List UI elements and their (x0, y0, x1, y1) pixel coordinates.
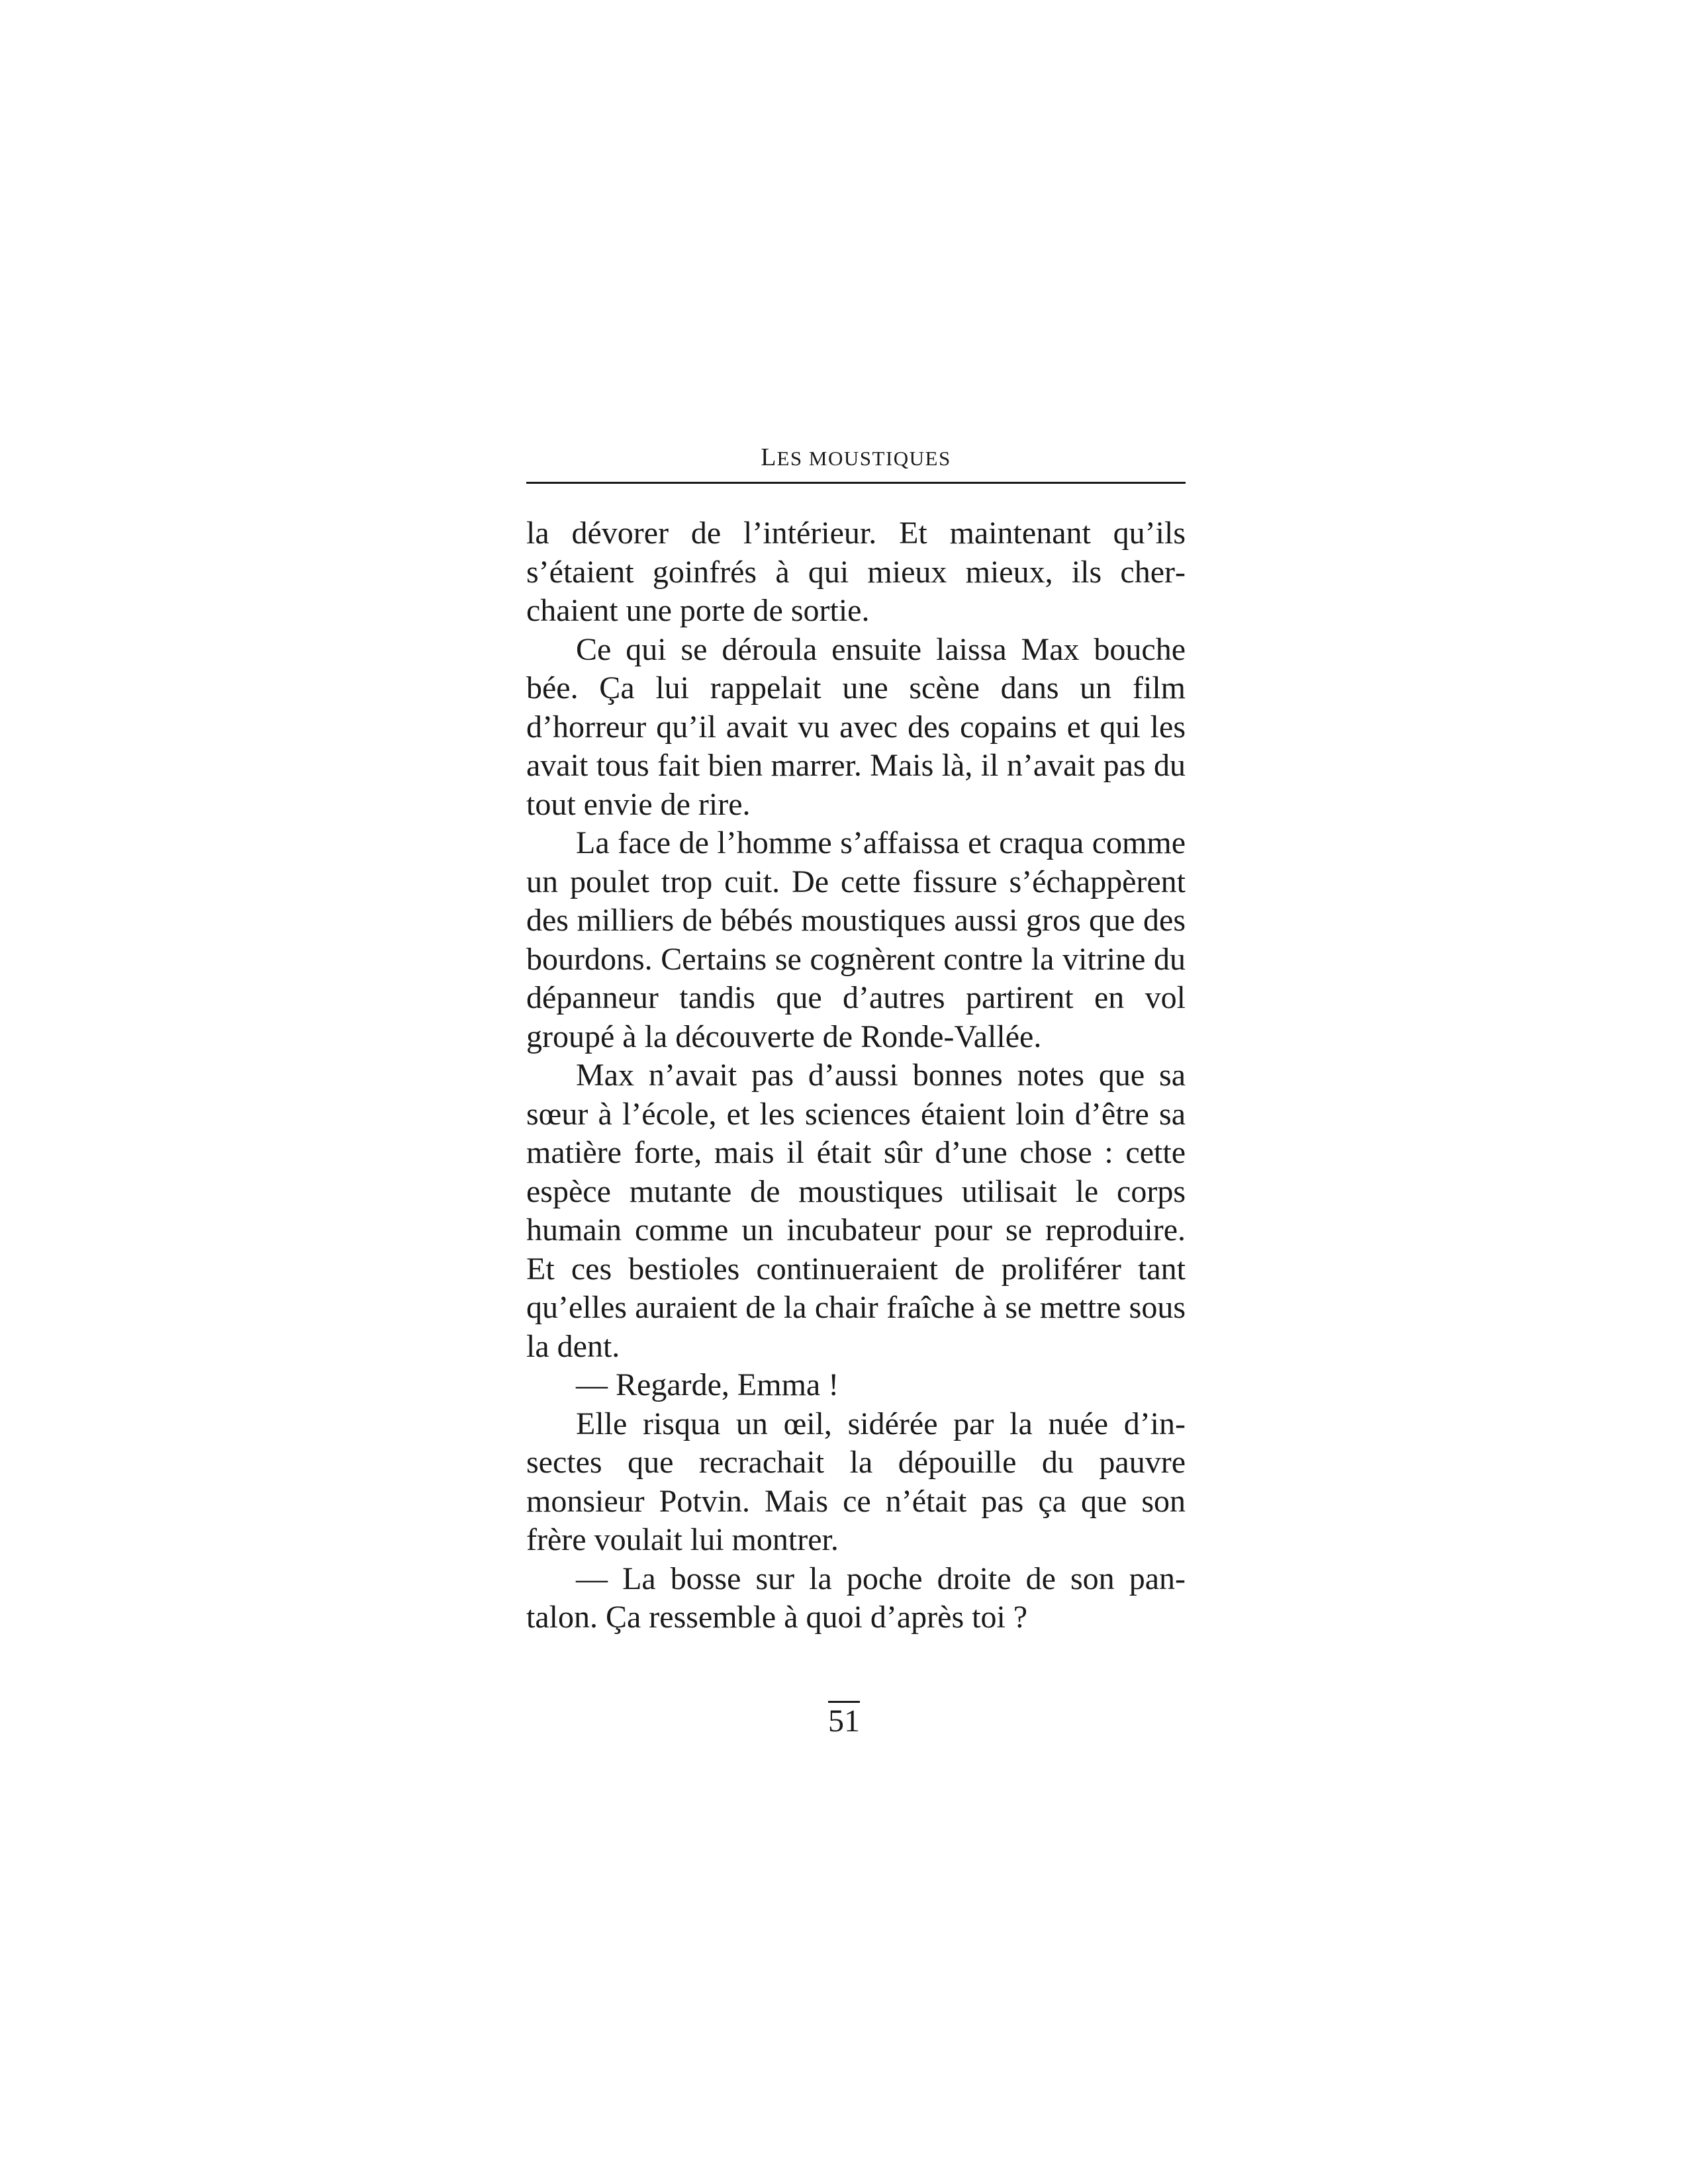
page-number (0, 1701, 1688, 1739)
dialogue-line: — La bosse sur la poche droite de son pantalon. Ça ressemble à quoi d’après toi ? (526, 1561, 1186, 1635)
body-text (526, 514, 1186, 1637)
paragraph: Elle risqua un œil, sidérée par la nuée d’insectes que recrachait la dépouille du pauvre monsieur Potvin. Mais ce n’était pas ça que son frère voulait lui montrer. (526, 1406, 1186, 1557)
running-header (526, 437, 1186, 478)
dialogue-line: — Regarde, Emma ! (576, 1367, 839, 1402)
running-header-title: ES MOUSTIQUES (776, 447, 951, 470)
paragraph: Ce qui se déroula ensuite laissa Max bouche bée. Ça lui rappelait une scène dans un film d’horreur qu’il avait vu avec des copains et qui les avait tous fait bien marrer. Mais là, il n’avait pas du tout envie de rire. (526, 631, 1186, 822)
text-block (526, 437, 1186, 1637)
paragraph: la dévorer de l’intérieur. Et maintenant qu’ils s’étaient goinfrés à qui mieux mieux, ils cherchaient une porte de sortie. (526, 516, 1186, 628)
page-number-text: 51 (828, 1701, 860, 1739)
paragraph: Max n’avait pas d’aussi bonnes notes que sa sœur à l’école, et les sciences étaient loin d’être sa matière forte, mais il était sûr d’une chose : cette espèce mutante de moustiques utilisait le corps humain comme un incubateur pour se reproduire. Et ces bestioles continueraient de proliférer tant qu’elles auraient de la chair fraîche à se mettre sous la dent. (526, 1058, 1186, 1364)
header-rule (526, 482, 1186, 484)
paragraph: La face de l’homme s’affaissa et craqua comme un poulet trop cuit. De cette fissure s’échappèrent des milliers de bébés moustiques aussi gros que des bourdons. Certains se cognèrent contre la vitrine du dépanneur tandis que d’autres partirent en vol groupé à la découverte de Ronde-Vallée. (526, 825, 1186, 1054)
running-header-initial: L (761, 443, 777, 471)
